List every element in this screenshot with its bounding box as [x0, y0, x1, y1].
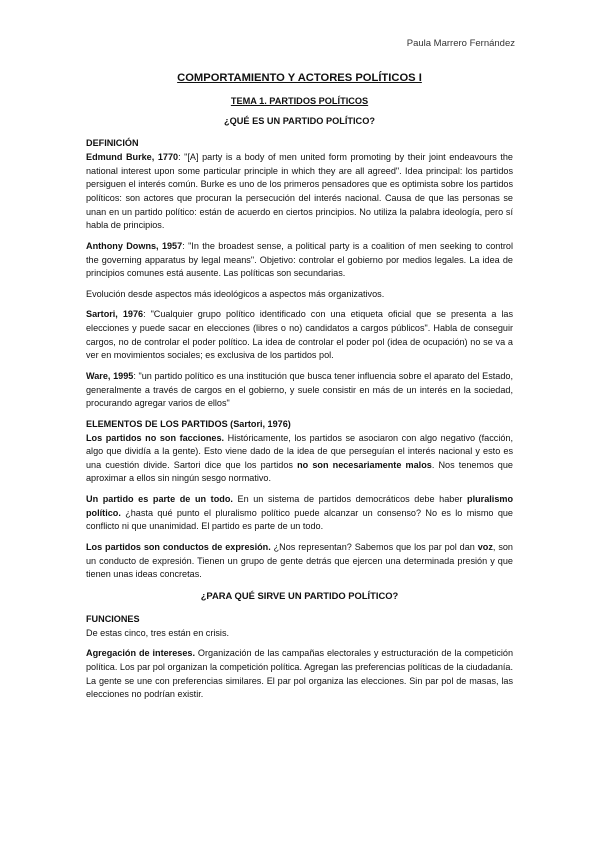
downs-paragraph — [86, 240, 513, 281]
funciones-intro: De estas cinco, tres están en crisis. — [86, 627, 230, 638]
sartori-text: : "Cualquier grupo político identificado con una etiqueta oficial que se presenta a las elecciones y puede sacar en elecciones (libres o no) candidatos a cargos públicos". Habla de conseguir cargos, no de controlar el poder político. La idea de controlar el poder pol (idea de ocupación) no se va a ver en movimientos sociales; es exclusiva de los partidos pol. — [86, 309, 513, 361]
elementos-p2-text2: ¿hasta qué punto el pluralismo político puede alcanzar un consenso? No es lo mismo que conflicto ni que unanimidad. El partido es parte de un todo. — [86, 507, 513, 532]
evolucion-paragraph: Evolución desde aspectos más ideológicos a aspectos más organizativos. — [86, 288, 385, 299]
definicion-heading: DEFINICIÓN — [86, 138, 139, 149]
elementos-paragraph-2 — [86, 493, 513, 534]
ware-text: : "un partido político es una institución que busca tener influencia sobre el aparato del Estado, generalmente a través de cargos en el gobierno, y suele consistir en más de un interés en la sociedad, procurando agregar varios de ellos" — [86, 371, 513, 409]
sartori-author: Sartori, 1976 — [86, 309, 144, 320]
burke-author: Edmund Burke, 1770 — [86, 152, 179, 163]
burke-paragraph — [86, 151, 513, 233]
downs-author: Anthony Downs, 1957 — [86, 240, 183, 251]
elementos-p1-bold: Los partidos no son facciones. — [86, 432, 225, 443]
downs-text: : "In the broadest sense, a political party is a coalition of men seeking to control the governing apparatus by legal means". Objetivo: controlar el gobierno por medios legales. La idea de principios comunes está ausente. Las políticas son secundarias. — [86, 240, 513, 279]
ware-paragraph — [86, 370, 513, 411]
elementos-p2-text: En un sistema de partidos democráticos debe haber — [232, 494, 468, 505]
elementos-p1-bold2: no son necesariamente malos — [297, 459, 432, 470]
elementos-p3-text: ¿Nos representan? Sabemos que los par pol dan — [270, 542, 478, 553]
elementos-paragraph-1 — [86, 432, 513, 487]
elementos-p2-bold: Un partido es parte de un todo. — [86, 494, 233, 505]
elementos-p3-text2: , son un conducto de expresión. Tienen un grupo de gente detrás que ejercen una determinada presión y que tienen unas ideas concretas. — [86, 542, 513, 580]
ware-author: Ware, 1995 — [86, 371, 134, 381]
topic-subtitle: TEMA 1. PARTIDOS POLÍTICOS — [230, 95, 369, 106]
author-header: Paula Marrero Fernández — [406, 38, 515, 49]
elementos-paragraph-3 — [86, 541, 513, 582]
funciones-heading: FUNCIONES — [86, 614, 140, 625]
elementos-p1-text2: . Nos tenemos que aproximar a ellos sin ningún sesgo normativo. — [86, 459, 513, 484]
funciones-p1-text: Organización de las campañas electorales y estructuración de la competición política. Los par pol organizan la competición política. Agregan las preferencias políticas de la ciudadanía. La gente se une con preferencias similares. El par pol organiza las elecciones. Sin par pol de masas, las elecciones no podrían existir. — [86, 648, 513, 700]
sartori-paragraph — [86, 308, 513, 363]
burke-text: : "[A] party is a body of men united form promoting by their joint endeavours the national interest upon some particular principle in which they are all agreed". Idea principal: los partidos persiguen el interés común. Burke es uno de los primeros pensadores que es optimista sobre los partidos políticos: son actores que procuran la persecución del interés nacional. Causa de que las personas se unan en un partido político: están de acuerdo en ciertos principios. No utiliza la palabra ideología, pero sí habla de principios. — [86, 152, 513, 231]
document-body — [86, 70, 513, 709]
elementos-p3-bold: Los partidos son conductos de expresión. — [86, 542, 271, 553]
elementos-p1-text: Históricamente, los partidos se asociaron con algo negativo (facción, algo que dividía a la gente). Esto viene dado de la idea de que perseguían el interés nacional y esto es una cuestión divide. Sartori dice que los partidos — [86, 432, 513, 470]
elementos-heading: ELEMENTOS DE LOS PARTIDOS (Sartori, 1976) — [86, 418, 291, 429]
elementos-p3-bold2: voz — [477, 542, 493, 553]
elementos-p2-bold2: pluralismo político. — [86, 494, 514, 518]
funciones-paragraph-1 — [86, 647, 513, 702]
funciones-p1-bold: Agregación de intereses. — [86, 648, 195, 659]
question-heading-1: ¿QUÉ ES UN PARTIDO POLÍTICO? — [224, 115, 375, 126]
question-heading-2: ¿PARA QUÉ SIRVE UN PARTIDO POLÍTICO? — [200, 589, 399, 601]
document-title: COMPORTAMIENTO Y ACTORES POLÍTICOS I — [177, 72, 422, 84]
